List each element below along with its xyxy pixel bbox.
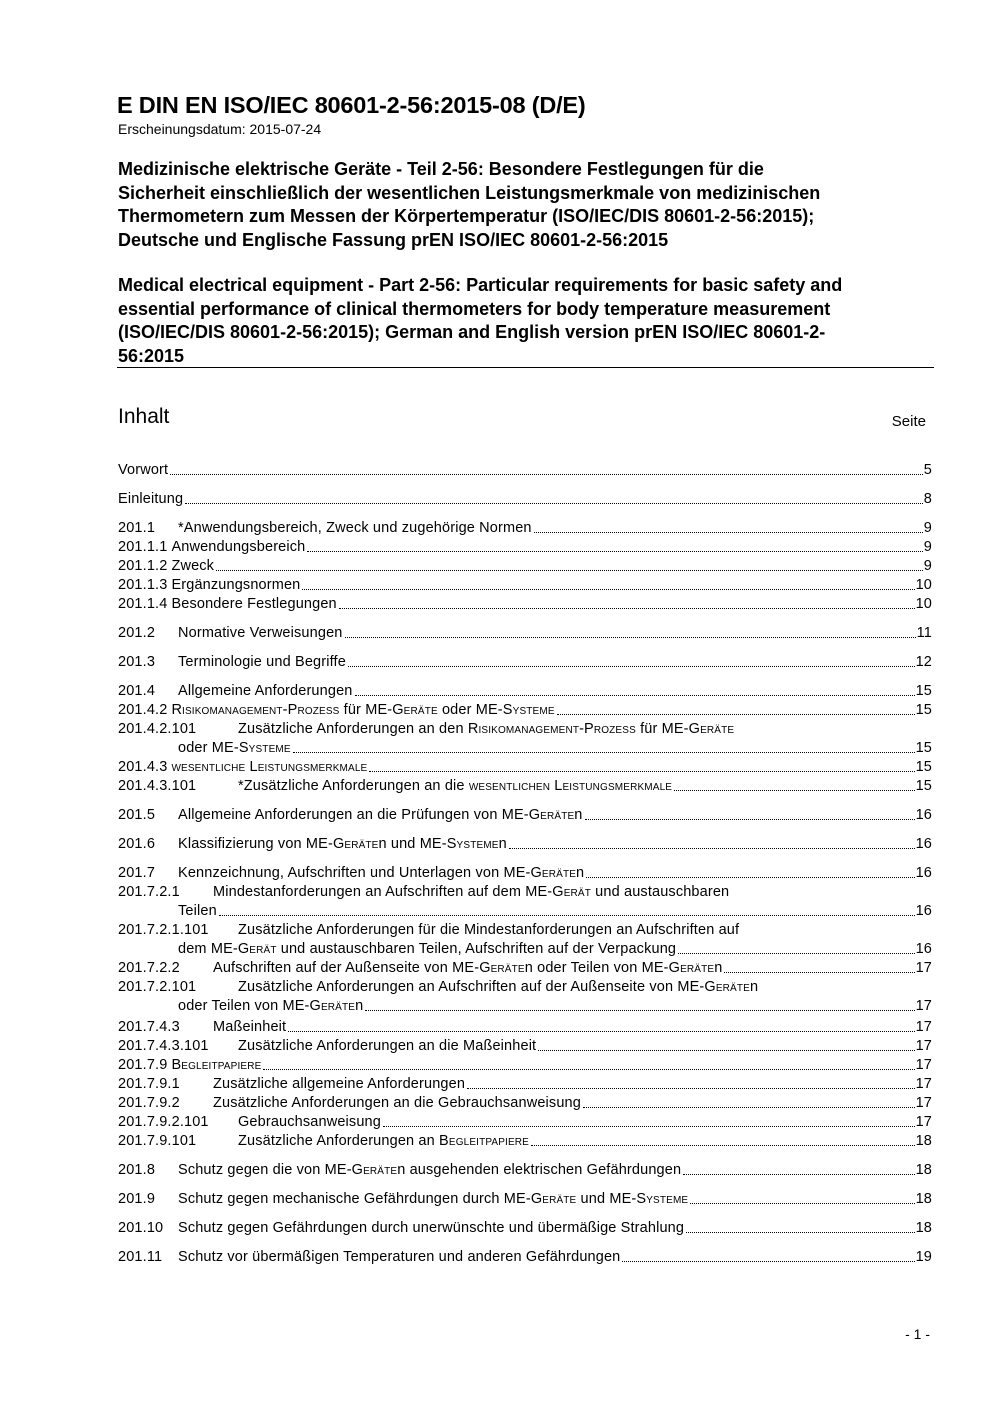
toc-entry-title: Schutz vor übermäßigen Temperaturen und anderen Gefährdungen (178, 1249, 621, 1265)
toc-entry-title: Zusätzliche Anforderungen für die Mindestanforderungen an Aufschriften auf (238, 922, 740, 938)
toc-leader-dots (288, 1030, 914, 1032)
toc-entry[interactable] (118, 1056, 932, 1074)
toc-leader-dots (586, 876, 914, 878)
toc-entry-number: 201.1.1 (118, 539, 168, 555)
toc-leader-dots (307, 550, 922, 552)
toc-entry-title: Maßeinheit (213, 1019, 287, 1035)
toc-entry[interactable] (118, 864, 932, 882)
toc-leader-dots (263, 1068, 914, 1070)
toc-entry-title: Kennzeichnung, Aufschriften und Unterlagen von ME-Geräten (178, 865, 585, 881)
toc-entry-page: 16 (915, 836, 932, 852)
toc-entry-page: 10 (915, 577, 932, 593)
toc-entry-title: oder ME-Systeme (178, 740, 291, 756)
title-german-line: Medizinische elektrische Geräte - Teil 2-56: Besondere Festlegungen für die (118, 159, 764, 179)
toc-leader-dots (509, 847, 915, 849)
toc-entry-number: 201.9 (118, 1191, 156, 1207)
toc-entry[interactable] (118, 978, 932, 996)
toc-entry-title: Zweck (171, 558, 215, 574)
toc-entry-page: 16 (915, 865, 932, 881)
title-english-line: (ISO/IEC/DIS 80601-2-56:2015); German and English version prEN ISO/IEC 80601-2- (118, 322, 826, 342)
title-german (118, 158, 938, 252)
toc-entry-number: 201.7.2.2 (118, 960, 180, 976)
toc-entry-page: 18 (915, 1220, 932, 1236)
toc-entry-title: Teilen (178, 903, 217, 919)
toc-leader-dots (302, 588, 914, 590)
toc-entry-page: 8 (923, 491, 932, 507)
toc-entry-title: Anwendungsbereich (171, 539, 306, 555)
toc-leader-dots (583, 1106, 915, 1108)
toc-entry-page: 5 (923, 462, 932, 478)
toc-leader-dots (369, 770, 914, 772)
toc-leader-dots (339, 607, 915, 609)
toc-entry-page: 17 (915, 960, 932, 976)
toc-entry-number: 201.8 (118, 1162, 156, 1178)
toc-entry[interactable] (118, 902, 932, 920)
toc-entry[interactable] (118, 653, 932, 671)
toc-entry-title: Schutz gegen mechanische Gefährdungen durch ME-Geräte und ME-Systeme (178, 1191, 689, 1207)
toc-entry[interactable] (118, 1113, 932, 1131)
toc-entry-page: 17 (915, 1095, 932, 1111)
toc-leader-dots (557, 713, 915, 715)
toc-entry[interactable] (118, 1018, 932, 1036)
title-divider (117, 367, 934, 368)
toc-entry-number: 201.4.2 (118, 702, 168, 718)
toc-entry-title: Allgemeine Anforderungen (178, 683, 353, 699)
toc-leader-dots (686, 1231, 914, 1233)
toc-entry-page: 17 (915, 1019, 932, 1035)
toc-entry[interactable] (118, 921, 932, 939)
toc-entry-title: Vorwort (118, 462, 169, 478)
toc-entry[interactable] (118, 557, 932, 575)
toc-entry-page: 18 (915, 1191, 932, 1207)
toc-entry-page: 18 (915, 1162, 932, 1178)
toc-entry-title: Besondere Festlegungen (171, 596, 337, 612)
toc-entry-title: Aufschriften auf der Außenseite von ME-Geräten oder Teilen von ME-Geräten (213, 960, 723, 976)
toc-entry-page: 16 (915, 903, 932, 919)
toc-entry-number: 201.1.4 (118, 596, 168, 612)
toc-entry[interactable] (118, 538, 932, 556)
toc-leader-dots (538, 1049, 914, 1051)
toc-entry-title: Risikomanagement-Prozess für ME-Geräte oder ME-Systeme (171, 702, 555, 718)
toc-entry-number: 201.7.9 (118, 1057, 168, 1073)
toc-entry-number: 201.7 (118, 865, 156, 881)
toc-entry[interactable] (118, 682, 932, 700)
toc-leader-dots (534, 531, 923, 533)
toc-leader-dots (216, 569, 923, 571)
toc-entry-title: Zusätzliche Anforderungen an die Maßeinheit (238, 1038, 537, 1054)
toc-leader-dots (585, 818, 915, 820)
toc-entry-page: 17 (915, 1114, 932, 1130)
toc-entry-title: Terminologie und Begriffe (178, 654, 346, 670)
toc-entry-page: 16 (915, 941, 932, 957)
toc-entry[interactable] (118, 701, 932, 719)
toc-leader-dots (622, 1260, 914, 1262)
toc-entry[interactable] (118, 758, 932, 776)
toc-entry-number: 201.7.2.1.101 (118, 922, 209, 938)
toc-page-column-label: Seite (891, 413, 926, 430)
toc-entry-title: wesentliche Leistungsmerkmale (171, 759, 368, 775)
toc-leader-dots (531, 1144, 915, 1146)
toc-leader-dots (467, 1087, 915, 1089)
toc-leader-dots (355, 694, 915, 696)
toc-leader-dots (345, 636, 916, 638)
toc-leader-dots (690, 1202, 914, 1204)
toc-entry-title: Allgemeine Anforderungen an die Prüfungen von ME-Geräten (178, 807, 583, 823)
toc-entry-number: 201.7.2.101 (118, 979, 197, 995)
toc-entry-title: Zusätzliche allgemeine Anforderungen (213, 1076, 466, 1092)
title-english-line: essential performance of clinical thermometers for body temperature measurement (118, 298, 831, 319)
toc-entry[interactable] (118, 1094, 932, 1112)
toc-entry[interactable] (118, 777, 932, 795)
toc-entry[interactable] (118, 519, 932, 537)
toc-entry[interactable] (118, 720, 932, 738)
title-german-line: Thermometern zum Messen der Körpertemperatur (ISO/IEC/DIS 80601-2-56:2015); (118, 206, 815, 226)
toc-entry[interactable] (118, 940, 932, 958)
toc-entry[interactable] (118, 997, 932, 1015)
title-german-line: Deutsche und Englische Fassung prEN ISO/IEC 80601-2-56:2015 (118, 229, 669, 250)
toc-entry[interactable] (118, 624, 932, 642)
toc-entry-number: 201.5 (118, 807, 156, 823)
toc-entry-title: Zusätzliche Anforderungen an die Gebrauchsanweisung (213, 1095, 581, 1111)
toc-entry-title: Zusätzliche Anforderungen an Aufschriften auf der Außenseite von ME-Geräten (238, 979, 759, 995)
toc-entry-title: Schutz gegen Gefährdungen durch unerwünschte und übermäßige Strahlung (178, 1220, 685, 1236)
toc-entry-page: 15 (915, 702, 932, 718)
toc-entry-number: 201.4 (118, 683, 156, 699)
toc-entry-number: 201.7.2.1 (118, 884, 180, 900)
document-id: E DIN EN ISO/IEC 80601-2-56:2015-08 (D/E) (117, 92, 586, 118)
title-english-line: Medical electrical equipment - Part 2-56: Particular requirements for basic safety and (118, 275, 843, 295)
toc-entry-title: Normative Verweisungen (178, 625, 343, 641)
toc-entry-page: 11 (916, 625, 932, 641)
toc-leader-dots (678, 952, 914, 954)
toc-entry[interactable] (118, 959, 932, 977)
toc-leader-dots (365, 1009, 914, 1011)
toc-entry[interactable] (118, 835, 932, 853)
toc-entry-page: 9 (923, 520, 932, 536)
toc-entry[interactable] (118, 1132, 932, 1150)
toc-entry-number: 201.3 (118, 654, 156, 670)
toc-entry-title: Begleitpapiere (171, 1057, 262, 1073)
toc-entry[interactable] (118, 1075, 932, 1093)
toc-entry-number: 201.7.9.2 (118, 1095, 180, 1111)
page-number: - 1 - (905, 1326, 930, 1342)
toc-entry-number: 201.6 (118, 836, 156, 852)
toc-entry-title: Ergänzungsnormen (171, 577, 301, 593)
toc-entry[interactable] (118, 1248, 932, 1266)
toc-leader-dots (348, 665, 915, 667)
toc-entry[interactable] (118, 490, 932, 508)
toc-entry-number: 201.2 (118, 625, 156, 641)
title-english (118, 274, 938, 368)
toc-entry-page: 10 (915, 596, 932, 612)
toc-leader-dots (293, 751, 915, 753)
toc-entry-number: 201.7.4.3 (118, 1019, 180, 1035)
publication-date: Erscheinungsdatum: 2015-07-24 (118, 121, 322, 137)
toc-entry-number: 201.7.9.101 (118, 1133, 197, 1149)
toc-entry-number: 201.4.3.101 (118, 778, 197, 794)
toc-leader-dots (185, 502, 923, 504)
toc-entry-title: Klassifizierung von ME-Geräten und ME-Systemen (178, 836, 507, 852)
title-english-line: 56:2015 (118, 345, 185, 366)
toc-entry-page: 15 (915, 759, 932, 775)
toc-entry-title: Zusätzliche Anforderungen an den Risikomanagement-Prozess für ME-Geräte (238, 721, 735, 737)
toc-entry-number: 201.1 (118, 520, 156, 536)
toc-entry-page: 19 (915, 1249, 932, 1265)
toc-entry-title: *Zusätzliche Anforderungen an die wesentlichen Leistungsmerkmale (238, 778, 673, 794)
toc-entry-title: *Anwendungsbereich, Zweck und zugehörige Normen (178, 520, 532, 536)
toc-entry-title: Schutz gegen die von ME-Geräten ausgehenden elektrischen Gefährdungen (178, 1162, 682, 1178)
toc-entry-title: dem ME-Gerät und austauschbaren Teilen, Aufschriften auf der Verpackung (178, 941, 677, 957)
toc-entry-number: 201.1.3 (118, 577, 168, 593)
toc-entry-page: 17 (915, 1038, 932, 1054)
toc-entry[interactable] (118, 1037, 932, 1055)
toc-entry-number: 201.11 (118, 1249, 163, 1265)
toc-leader-dots (674, 789, 914, 791)
toc-entry[interactable] (118, 1190, 932, 1208)
toc-entry-page: 9 (923, 558, 932, 574)
toc-entry[interactable] (118, 1219, 932, 1237)
title-german-line: Sicherheit einschließlich der wesentlichen Leistungsmerkmale von medizinischen (118, 182, 821, 203)
toc-leader-dots (383, 1125, 915, 1127)
toc-entry-title: oder Teilen von ME-Geräten (178, 998, 364, 1014)
toc-entry-page: 9 (923, 539, 932, 555)
toc-entry-number: 201.7.4.3.101 (118, 1038, 209, 1054)
toc-leader-dots (219, 914, 915, 916)
toc-entry-page: 18 (915, 1133, 932, 1149)
toc-entry[interactable] (118, 1161, 932, 1179)
toc-entry[interactable] (118, 739, 932, 757)
toc-entry-page: 16 (915, 807, 932, 823)
toc-entry-page: 15 (915, 740, 932, 756)
toc-entry-page: 17 (915, 1076, 932, 1092)
toc-entry[interactable] (118, 883, 932, 901)
toc-heading: Inhalt (118, 405, 170, 428)
toc-entry-title: Einleitung (118, 491, 184, 507)
toc-entry-number: 201.10 (118, 1220, 164, 1236)
toc-entry-number: 201.7.9.2.101 (118, 1114, 209, 1130)
toc-entry-page: 12 (915, 654, 932, 670)
toc-entry-page: 17 (915, 998, 932, 1014)
toc-entry-title: Gebrauchsanweisung (238, 1114, 381, 1130)
toc-entry-number: 201.4.3 (118, 759, 168, 775)
toc-entry-number: 201.7.9.1 (118, 1076, 180, 1092)
toc-entry-number: 201.4.2.101 (118, 721, 197, 737)
toc-entry[interactable] (118, 806, 932, 824)
toc-entry-page: 17 (915, 1057, 932, 1073)
toc-leader-dots (170, 473, 923, 475)
toc-entry-page: 15 (915, 683, 932, 699)
toc-leader-dots (724, 971, 914, 973)
toc-leader-dots (683, 1173, 914, 1175)
toc-entry[interactable] (118, 461, 932, 479)
toc-entry[interactable] (118, 595, 932, 613)
toc-entry-page: 15 (915, 778, 932, 794)
toc-entry-number: 201.1.2 (118, 558, 168, 574)
toc-entry[interactable] (118, 576, 932, 594)
toc-entry-title: Zusätzliche Anforderungen an Begleitpapiere (238, 1133, 529, 1149)
toc-entry-title: Mindestanforderungen an Aufschriften auf dem ME-Gerät und austauschbaren (213, 884, 730, 900)
